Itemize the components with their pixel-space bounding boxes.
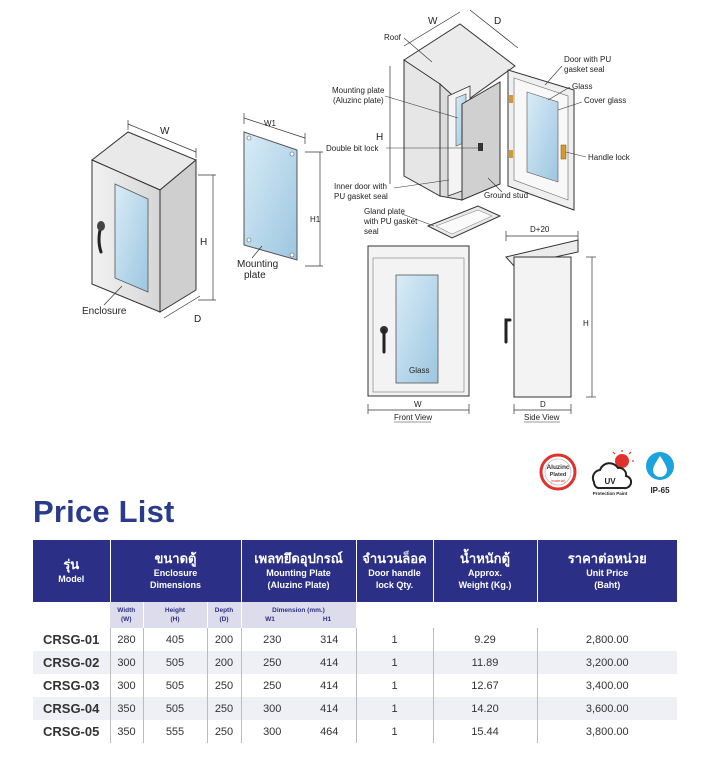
side-view-caption: Side View [524, 413, 560, 422]
cell-model: CRSG-05 [33, 720, 110, 743]
ip65-text: IP-65 [650, 486, 670, 495]
cell-price: 2,800.00 [585, 633, 629, 646]
callout-double-bit-lock: Double bit lock [326, 144, 379, 153]
side-view-dim-h: H [583, 319, 589, 328]
cell-width: 280 [110, 628, 143, 651]
aluzinc-line1: Aluzinc [546, 464, 570, 471]
cell-w1: 300 [241, 697, 303, 720]
cell-h1: 414 [303, 674, 356, 697]
front-view-dim-w: W [414, 400, 422, 409]
callout-mounting-line2: (Aluzinc plate) [333, 96, 384, 105]
cell-depth: 250 [207, 674, 241, 697]
cell-width: 300 [110, 651, 143, 674]
mounting-plate-drawing [244, 113, 323, 266]
aluzinc-line2: Plated [549, 472, 567, 478]
plate-dim-h1: H1 [310, 215, 321, 224]
cell-locks: 1 [356, 674, 433, 697]
exploded-dim-h: H [376, 132, 384, 143]
price-list-title: Price List [33, 494, 175, 529]
cell-w1: 300 [263, 725, 282, 738]
subheader-dimension: Dimension (mm.) W1 H1 [241, 602, 356, 628]
exploded-dim-w: W [428, 16, 438, 27]
header-model: รุ่น Model [33, 540, 110, 602]
cell-locks: 1 [356, 720, 433, 743]
enclosure-label: Enclosure [82, 306, 127, 317]
uv-text: UV [604, 477, 616, 486]
cell-locks: 1 [356, 628, 433, 651]
front-view-drawing [368, 246, 469, 422]
cell-h1: 414 [303, 697, 356, 720]
callout-mounting-line1: Mounting plate [332, 86, 385, 95]
callout-inner-door-line2: PU gasket seal [334, 192, 388, 201]
cell-locks: 1 [356, 697, 433, 720]
enclosure-dim-h: H [200, 237, 208, 248]
cell-h1: 464 [303, 720, 356, 743]
cell-width: 350 [110, 720, 143, 743]
cell-weight: 12.67 [433, 674, 537, 697]
cell-height: 505 [143, 651, 207, 674]
callout-gland-line2: with PU gasket [364, 217, 418, 226]
header-lock-qty: จำนวนล็อค Door handle lock Qty. [356, 540, 433, 602]
callout-handle-lock: Handle lock [588, 153, 630, 162]
cell-price: 3,400.00 [585, 679, 629, 692]
cell-depth: 250 [207, 720, 241, 743]
callout-cover-glass: Cover glass [584, 96, 627, 105]
plate-label-line1: Mounting [237, 259, 279, 270]
feature-badges [538, 448, 678, 498]
cell-price: 3,600.00 [537, 697, 677, 720]
cell-weight: 14.20 [433, 697, 537, 720]
header-mounting-plate: เพลทยึดอุปกรณ์ Mounting Plate (Aluzinc Plate) [241, 540, 356, 602]
cell-height: 505 [143, 674, 207, 697]
cell-w1: 250 [263, 679, 282, 692]
cell-model: CRSG-01 [33, 628, 110, 651]
cell-w1: 230 [263, 633, 282, 646]
table-row [33, 720, 677, 743]
cell-depth: 250 [207, 697, 241, 720]
cell-width: 300 [110, 674, 143, 697]
table-header-row [33, 540, 677, 602]
aluzinc-line3: (material) [550, 479, 566, 483]
cell-height: 555 [143, 720, 207, 743]
cell-price: 3,800.00 [585, 725, 629, 738]
exploded-dim-d: D [494, 16, 502, 27]
cell-w1: 250 [241, 651, 303, 674]
subheader-depth: Depth (D) [207, 602, 241, 628]
table-row [33, 628, 677, 651]
enclosure-dim-w: W [160, 126, 170, 137]
cell-height: 405 [143, 628, 207, 651]
plate-label-line2: plate [244, 270, 266, 281]
callout-gland-line1: Gland plate [364, 207, 405, 216]
price-table [33, 540, 677, 743]
cell-weight: 15.44 [433, 720, 537, 743]
callout-roof: Roof [384, 33, 401, 42]
cell-weight: 9.29 [433, 628, 537, 651]
header-unit-price: ราคาต่อหน่วย Unit Price (Baht) [537, 540, 677, 602]
callout-door-line2: gasket seal [564, 65, 605, 74]
side-view-dim-d20: D+20 [530, 225, 550, 234]
enclosure-dim-d: D [194, 314, 202, 325]
cell-width: 350 [110, 697, 143, 720]
exploded-drawing [385, 10, 586, 238]
table-row [33, 697, 677, 720]
cell-model: CRSG-04 [33, 697, 110, 720]
callout-door-line1: Door with PU [564, 55, 612, 64]
subheader-h1: H1 [322, 616, 332, 623]
side-view-dim-d: D [540, 400, 546, 409]
header-weight: น้ำหนักตู้ Approx. Weight (Kg.) [433, 540, 537, 602]
ip65-water-icon [646, 452, 674, 480]
enclosure-drawing [92, 120, 216, 318]
cell-model: CRSG-03 [33, 674, 110, 697]
front-view-caption: Front View [394, 413, 433, 422]
subheader-height: Height (H) [143, 602, 207, 628]
callout-ground-stud: Ground stud [484, 191, 529, 200]
header-enclosure: ขนาดตู้ Enclosure Dimensions [110, 540, 241, 602]
cell-height: 505 [143, 697, 207, 720]
front-view-glass-text: Glass [409, 366, 430, 375]
cell-model: CRSG-02 [33, 651, 110, 674]
plate-dim-w1: W1 [264, 119, 276, 128]
cell-h1: 314 [303, 628, 356, 651]
callout-gland-line3: seal [364, 227, 379, 236]
cell-locks: 1 [356, 651, 433, 674]
cell-h1: 414 [303, 651, 356, 674]
callout-inner-door-line1: Inner door with [334, 182, 387, 191]
uv-caption: Protection Paint [592, 491, 628, 496]
table-row [33, 674, 677, 697]
callout-glass: Glass [572, 82, 593, 91]
table-subheader-row [33, 602, 677, 628]
table-row [33, 651, 677, 674]
cell-depth: 200 [207, 651, 241, 674]
cell-price: 3,200.00 [537, 651, 677, 674]
subheader-w1: W1 [265, 616, 275, 623]
cell-weight: 11.89 [433, 651, 537, 674]
cell-depth: 200 [207, 628, 241, 651]
subheader-width: Width (W) [110, 602, 143, 628]
